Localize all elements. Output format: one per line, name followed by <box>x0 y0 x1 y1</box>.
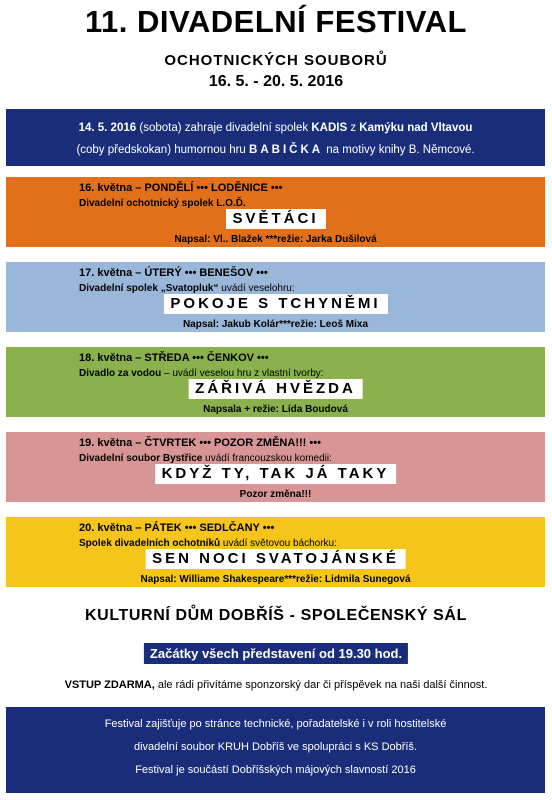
event-group-extra: – uvádí veselou hru z vlastní tvorby: <box>164 368 324 379</box>
announcement-line-2 <box>6 139 545 161</box>
festival-dates: 16. 5. - 20. 5. 2016 <box>208 73 344 90</box>
event-play-title: POKOJE S TCHYNĚMI <box>163 294 387 314</box>
event-friday <box>6 517 545 587</box>
event-play-title: SVĚTÁCI <box>225 209 325 229</box>
event-group: Divadelní spolek „Svatopluk“ <box>79 283 219 294</box>
entry-note <box>0 679 552 691</box>
event-play-title: KDYŽ TY, TAK JÁ TAKY <box>155 464 397 484</box>
announcement-play: BABIČKA <box>249 144 324 156</box>
announcement-line-1 <box>6 117 545 139</box>
event-date-line: 19. května – ČTVRTEK ••• POZOR ZMĚNA!!! ••• <box>79 437 321 449</box>
event-credit: Napsal: Jakub Kolár***režie: Leoš Mixa <box>182 319 369 330</box>
event-credit: Napsal: Williame Shakespeare***režie: Lidmila Sunegová <box>140 574 411 585</box>
event-wednesday <box>6 347 545 417</box>
event-group: Spolek divadelních ochotníků <box>79 538 221 549</box>
footer-line-2: divadelní soubor KRUH Dobříš ve spolupráci s KS Dobříš. <box>133 741 418 753</box>
event-group-extra: uvádí veselohru: <box>221 283 295 294</box>
announcement-text: zahraje divadelní spolek <box>184 122 309 134</box>
event-credit: Napsal: Vl.. Blažek ***režie: Jarka Dušilová <box>174 234 377 245</box>
announcement-place: Kamýku nad Vltavou <box>359 122 473 134</box>
event-date-line: 17. května – ÚTERÝ ••• BENEŠOV ••• <box>79 267 268 279</box>
announcement-from: z <box>350 122 357 134</box>
announcement-day: (sobota) <box>139 122 182 134</box>
announcement-pre: (coby předskokan) humornou hru <box>76 144 246 156</box>
footer-line-3: Festival je součástí Dobříšských májových slavností 2016 <box>135 764 416 776</box>
start-time-badge: Začátky všech představení od 19.30 hod. <box>144 643 408 664</box>
event-date-line: 18. května – STŘEDA ••• ČENKOV ••• <box>79 352 269 364</box>
announcement-date: 14. 5. 2016 <box>78 122 137 134</box>
event-group-line <box>79 453 332 464</box>
event-group: Divadelní ochotnický spolek L.O.Ď. <box>79 198 246 209</box>
announcement-post: na motivy knihy B. Němcové. <box>326 144 475 156</box>
event-group-line <box>79 368 324 379</box>
opening-announcement <box>6 109 545 166</box>
event-play-title: SEN NOCI SVATOJÁNSKÉ <box>145 549 406 569</box>
organizer-footer <box>6 707 545 793</box>
event-play-title: ZÁŘIVÁ HVĚZDA <box>188 379 363 399</box>
entry-donation: ale rádi přivítáme sponzorský dar či příspěvek na naši další činnost. <box>157 679 488 691</box>
event-date-line: 16. května – PONDĚLÍ ••• LODĚNICE ••• <box>79 182 283 194</box>
event-group: Divadelní soubor Bystřice <box>79 453 203 464</box>
event-monday <box>6 177 545 247</box>
event-tuesday <box>6 262 545 332</box>
event-credit: Napsala + režie: Lída Boudová <box>203 404 348 415</box>
event-group-line <box>79 538 337 549</box>
event-group-extra: uvádí francouzskou komedii: <box>205 453 332 464</box>
festival-title: 11. DIVADELNÍ FESTIVAL <box>85 4 467 39</box>
event-date-line: 20. května – PÁTEK ••• SEDLČANY ••• <box>79 522 275 534</box>
entry-free: VSTUP ZDARMA, <box>64 679 155 691</box>
event-group-extra: uvádí světovou báchorku: <box>222 538 337 549</box>
footer-line-1: Festival zajišťuje po stránce technické, pořadatelské i v roli hostitelské <box>104 718 447 730</box>
event-group-line <box>79 198 246 209</box>
event-thursday <box>6 432 545 502</box>
venue-heading: KULTURNÍ DŮM DOBŘÍŠ - SPOLEČENSKÝ SÁL <box>85 607 467 624</box>
festival-subtitle: OCHOTNICKÝCH SOUBORŮ <box>164 52 388 69</box>
event-group-line <box>79 283 295 294</box>
announcement-group: KADIS <box>311 122 348 134</box>
event-credit: Pozor změna!!! <box>239 489 312 500</box>
event-group: Divadlo za vodou <box>79 368 162 379</box>
